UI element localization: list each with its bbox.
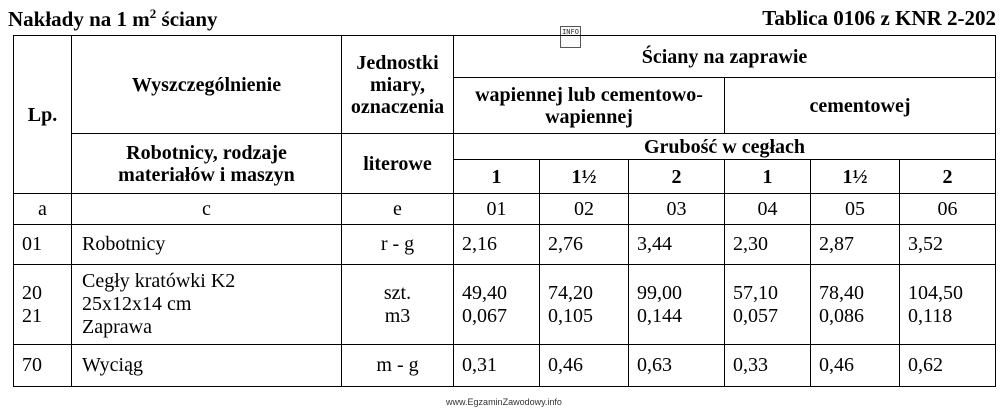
code-description: c [72, 194, 342, 225]
row-value: 0,63 [629, 345, 725, 387]
col-header-thickness: Grubość w cegłach [454, 134, 996, 160]
row-unit: r - g [342, 225, 454, 265]
col-header-mortar-cement: cementowej [725, 78, 996, 134]
row-value: 74,20 0,105 [540, 265, 629, 345]
row-description: Cegły kratówki K2 25x12x14 cm Zaprawa [72, 265, 342, 345]
row-value: 2,16 [454, 225, 540, 265]
code-value: 05 [811, 194, 900, 225]
row-unit: szt. m3 [342, 265, 454, 345]
thickness-value: 1½ [540, 160, 629, 194]
watermark[interactable]: www.EgzaminZawodowy.info [446, 397, 562, 407]
row-unit: m - g [342, 345, 454, 387]
info-icon[interactable]: INFO [560, 26, 581, 48]
row-description: Wyciąg [72, 345, 342, 387]
row-value: 78,40 0,086 [811, 265, 900, 345]
thickness-value: 1 [454, 160, 540, 194]
row-value: 99,00 0,144 [629, 265, 725, 345]
row-value: 3,44 [629, 225, 725, 265]
row-lp: 70 [14, 345, 72, 387]
row-value: 3,52 [900, 225, 996, 265]
row-value: 2,76 [540, 225, 629, 265]
row-value: 0,33 [725, 345, 811, 387]
code-value: 02 [540, 194, 629, 225]
header-row-3 [14, 134, 996, 160]
col-header-walls: Ściany na zaprawie [454, 36, 996, 78]
thickness-value: 1 [725, 160, 811, 194]
row-value: 2,30 [725, 225, 811, 265]
row-value: 57,10 0,057 [725, 265, 811, 345]
row-description: Robotnicy [72, 225, 342, 265]
table-reference: Tablica 0106 z KNR 2-202 [762, 6, 996, 30]
row-value: 104,50 0,118 [900, 265, 996, 345]
code-value: 01 [454, 194, 540, 225]
table-row [14, 265, 996, 345]
row-value: 0,46 [540, 345, 629, 387]
col-header-units-sub: literowe [342, 134, 454, 194]
thickness-value: 2 [629, 160, 725, 194]
code-value: 03 [629, 194, 725, 225]
table-row [14, 225, 996, 265]
code-value: 06 [900, 194, 996, 225]
code-value: 04 [725, 194, 811, 225]
header-row-1 [14, 36, 996, 78]
row-value: 0,46 [811, 345, 900, 387]
row-value: 49,40 0,067 [454, 265, 540, 345]
page-title: Nakłady na 1 $m^2$ ściany [8, 6, 218, 31]
row-value: 2,87 [811, 225, 900, 265]
row-value: 0,31 [454, 345, 540, 387]
col-header-units: Jednostki miary, oznaczenia [342, 36, 454, 134]
col-header-description: Wyszczególnienie [72, 36, 342, 134]
thickness-value: 2 [900, 160, 996, 194]
code-lp: a [14, 194, 72, 225]
table-row [14, 345, 996, 387]
norms-table [13, 35, 996, 387]
row-lp: 20 21 [14, 265, 72, 345]
thickness-value: 1½ [811, 160, 900, 194]
row-value: 0,62 [900, 345, 996, 387]
col-header-description-sub: Robotnicy, rodzaje materiałów i maszyn [72, 134, 342, 194]
code-unit: e [342, 194, 454, 225]
row-lp: 01 [14, 225, 72, 265]
col-header-mortar-lime: wapiennej lub cementowo-wapiennej [454, 78, 725, 134]
col-header-lp: Lp. [14, 36, 72, 194]
code-row [14, 194, 996, 225]
